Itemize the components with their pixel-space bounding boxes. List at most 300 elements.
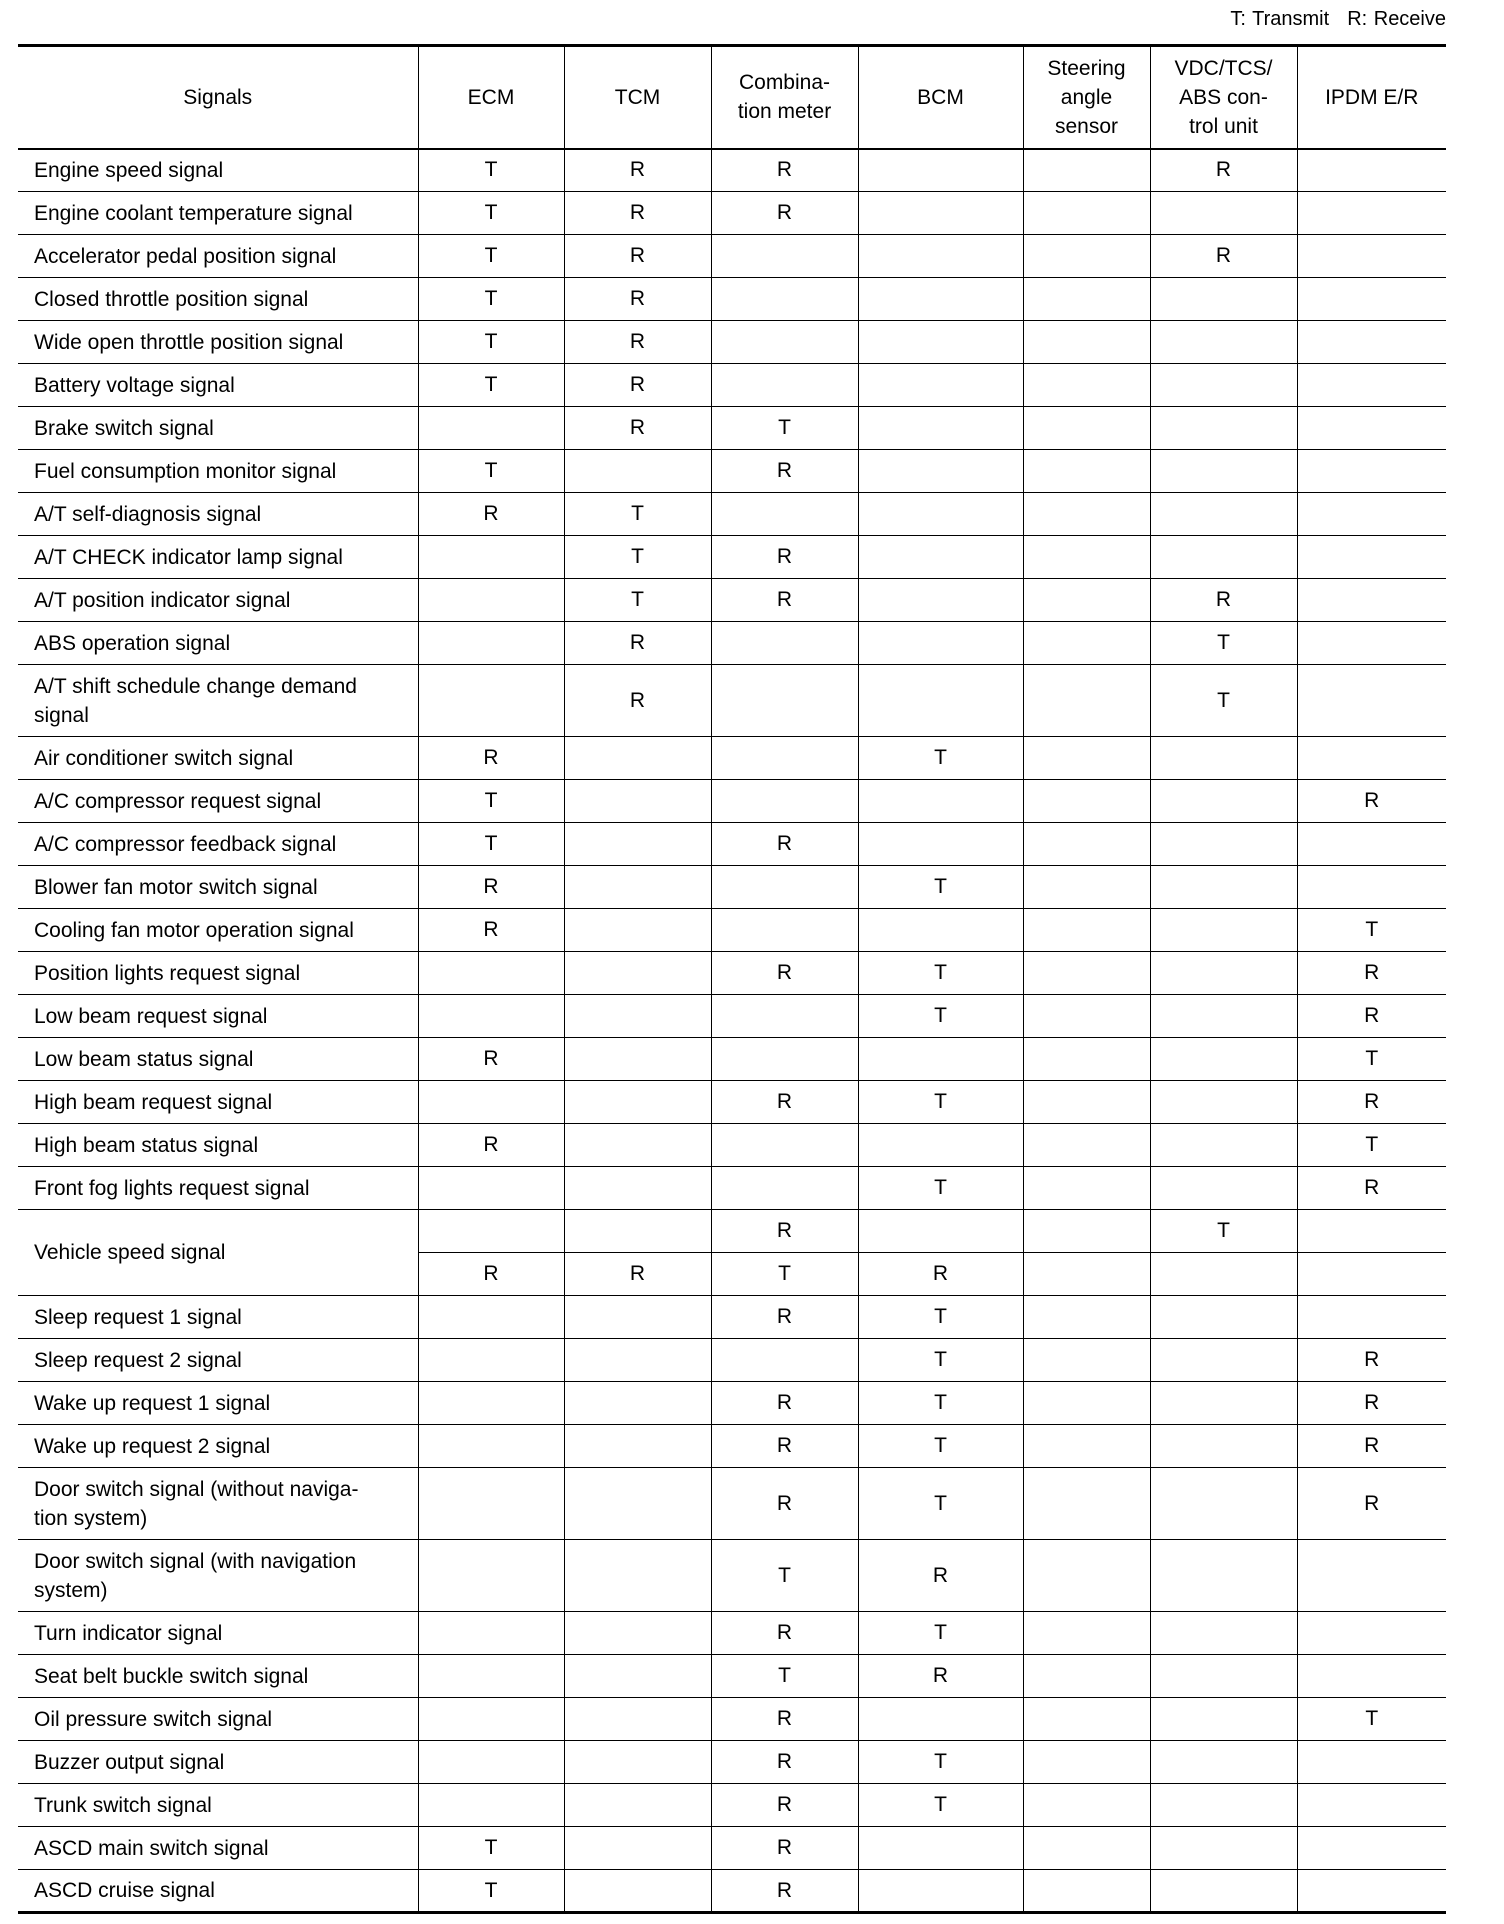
signal-cell: R <box>711 1081 858 1124</box>
signal-name: Door switch signal (without naviga- tion system) <box>18 1468 418 1540</box>
signal-cell: T <box>711 407 858 450</box>
signal-cell <box>1150 737 1297 780</box>
signal-cell: T <box>858 1741 1023 1784</box>
signal-cell: R <box>564 235 711 278</box>
signal-cell <box>1150 1741 1297 1784</box>
signal-cell: R <box>1150 579 1297 622</box>
signal-cell: R <box>564 192 711 235</box>
signal-cell <box>1023 737 1150 780</box>
signal-name: Seat belt buckle switch signal <box>18 1655 418 1698</box>
signal-cell <box>564 909 711 952</box>
signal-cell <box>1297 1870 1446 1913</box>
signal-cell: T <box>858 952 1023 995</box>
signal-cell: R <box>564 407 711 450</box>
signal-cell <box>1023 1870 1150 1913</box>
signal-cell <box>1150 1339 1297 1382</box>
table-row <box>18 192 1446 235</box>
signal-cell <box>858 1870 1023 1913</box>
signal-name: Battery voltage signal <box>18 364 418 407</box>
table-row <box>18 536 1446 579</box>
signal-cell <box>1023 622 1150 665</box>
signal-cell: T <box>418 823 564 866</box>
signal-cell <box>418 1210 564 1253</box>
signal-cell: R <box>858 1540 1023 1612</box>
signal-cell <box>1023 364 1150 407</box>
signal-cell <box>1297 1741 1446 1784</box>
signal-cell <box>1023 579 1150 622</box>
signal-cell: T <box>711 1253 858 1296</box>
signal-cell <box>418 1612 564 1655</box>
signal-name: A/T position indicator signal <box>18 579 418 622</box>
signal-cell <box>711 1167 858 1210</box>
signal-cell <box>564 1124 711 1167</box>
signal-cell <box>1297 737 1446 780</box>
signal-cell: R <box>1297 1081 1446 1124</box>
signal-cell: R <box>418 909 564 952</box>
signal-name: Position lights request signal <box>18 952 418 995</box>
signal-cell <box>1297 1540 1446 1612</box>
signal-name: Door switch signal (with navigation system) <box>18 1540 418 1612</box>
signal-cell <box>1297 1655 1446 1698</box>
signal-cell: R <box>418 866 564 909</box>
signal-cell: R <box>564 364 711 407</box>
signal-cell: R <box>1297 780 1446 823</box>
signal-cell <box>1297 622 1446 665</box>
signal-cell: R <box>1297 1167 1446 1210</box>
table-row <box>18 823 1446 866</box>
signal-cell <box>1150 493 1297 536</box>
signal-cell: R <box>418 1038 564 1081</box>
table-row <box>18 493 1446 536</box>
signal-cell: T <box>1297 909 1446 952</box>
signal-name: Air conditioner switch signal <box>18 737 418 780</box>
signal-cell: R <box>711 1827 858 1870</box>
signal-name: Engine speed signal <box>18 149 418 192</box>
signal-cell <box>1023 407 1150 450</box>
signal-cell <box>858 1124 1023 1167</box>
signal-cell <box>564 1612 711 1655</box>
signal-cell <box>1150 1382 1297 1425</box>
signal-cell: T <box>858 1425 1023 1468</box>
table-row <box>18 1339 1446 1382</box>
signal-cell: R <box>1297 1382 1446 1425</box>
table-row <box>18 1870 1446 1913</box>
table-row <box>18 1038 1446 1081</box>
table-row <box>18 1655 1446 1698</box>
signal-cell <box>1297 1210 1446 1253</box>
signal-cell <box>564 1296 711 1339</box>
signal-cell <box>711 1339 858 1382</box>
signal-cell <box>1150 1612 1297 1655</box>
signal-cell: R <box>711 823 858 866</box>
signal-cell <box>1023 1468 1150 1540</box>
signal-cell: R <box>711 1698 858 1741</box>
signal-cell <box>711 321 858 364</box>
table-row <box>18 1296 1446 1339</box>
signal-cell: R <box>418 493 564 536</box>
signal-cell <box>1023 536 1150 579</box>
signal-cell <box>1150 823 1297 866</box>
signal-cell <box>418 1698 564 1741</box>
signal-cell <box>858 235 1023 278</box>
column-header: Combina- tion meter <box>711 46 858 149</box>
signal-cell <box>1023 1038 1150 1081</box>
table-row <box>18 1081 1446 1124</box>
signal-cell <box>711 278 858 321</box>
signal-cell: R <box>711 1612 858 1655</box>
signal-cell <box>1297 1612 1446 1655</box>
signal-cell <box>1023 1540 1150 1612</box>
signal-cell: R <box>711 952 858 995</box>
signal-cell <box>1297 665 1446 737</box>
table-row <box>18 622 1446 665</box>
signal-name: Closed throttle position signal <box>18 278 418 321</box>
table-row <box>18 1167 1446 1210</box>
signal-cell: R <box>1150 235 1297 278</box>
signal-name: Low beam status signal <box>18 1038 418 1081</box>
signal-cell <box>858 665 1023 737</box>
signal-cell <box>564 1655 711 1698</box>
table-row <box>18 1124 1446 1167</box>
signal-cell: R <box>711 149 858 192</box>
signal-name: Trunk switch signal <box>18 1784 418 1827</box>
column-header: TCM <box>564 46 711 149</box>
legend-receive: R: Receive <box>1347 8 1446 30</box>
table-row <box>18 952 1446 995</box>
legend <box>1230 8 1446 31</box>
table-row <box>18 909 1446 952</box>
column-header: BCM <box>858 46 1023 149</box>
signal-cell: R <box>1297 995 1446 1038</box>
signal-cell <box>1150 536 1297 579</box>
signal-cell: T <box>418 321 564 364</box>
signal-cell: T <box>711 1540 858 1612</box>
column-header: IPDM E/R <box>1297 46 1446 149</box>
signal-cell <box>1297 321 1446 364</box>
signal-cell <box>1150 321 1297 364</box>
table-row <box>18 1827 1446 1870</box>
signal-cell: T <box>418 450 564 493</box>
signal-cell <box>1023 1210 1150 1253</box>
signal-cell <box>1023 1253 1150 1296</box>
signal-cell <box>418 536 564 579</box>
signal-cell: T <box>1150 1210 1297 1253</box>
signal-name: Brake switch signal <box>18 407 418 450</box>
signal-cell: R <box>564 278 711 321</box>
signal-cell: T <box>418 780 564 823</box>
signal-cell <box>858 321 1023 364</box>
signal-cell <box>564 1784 711 1827</box>
signal-cell <box>1023 278 1150 321</box>
signal-cell <box>858 407 1023 450</box>
signal-cell: T <box>564 579 711 622</box>
signal-cell <box>564 995 711 1038</box>
signal-cell <box>564 1870 711 1913</box>
signal-cell <box>418 1382 564 1425</box>
signal-cell <box>711 1124 858 1167</box>
table-row <box>18 1210 1446 1253</box>
signal-cell: R <box>418 1124 564 1167</box>
signal-cell: R <box>564 622 711 665</box>
signal-cell <box>1297 407 1446 450</box>
signal-cell: T <box>1150 622 1297 665</box>
signal-cell <box>711 665 858 737</box>
signal-cell: T <box>418 1870 564 1913</box>
signal-cell <box>1297 278 1446 321</box>
signal-cell <box>1297 450 1446 493</box>
table-row <box>18 278 1446 321</box>
signal-name: Vehicle speed signal <box>18 1210 418 1296</box>
signal-cell <box>1150 1038 1297 1081</box>
signal-cell <box>1023 192 1150 235</box>
signal-cell <box>564 1827 711 1870</box>
signal-cell <box>858 278 1023 321</box>
signal-cell: T <box>418 1827 564 1870</box>
signal-cell: T <box>418 149 564 192</box>
signal-cell: R <box>564 665 711 737</box>
signal-cell: R <box>711 1382 858 1425</box>
signal-cell <box>1023 235 1150 278</box>
signal-cell <box>1023 1655 1150 1698</box>
signal-cell <box>858 622 1023 665</box>
signal-cell: T <box>418 192 564 235</box>
signal-name: Low beam request signal <box>18 995 418 1038</box>
signal-cell <box>1023 450 1150 493</box>
signal-name: A/C compressor feedback signal <box>18 823 418 866</box>
signal-cell: R <box>711 1784 858 1827</box>
signal-cell <box>1023 665 1150 737</box>
signal-cell <box>711 780 858 823</box>
table-row <box>18 866 1446 909</box>
table-row <box>18 780 1446 823</box>
signal-cell <box>418 622 564 665</box>
signal-cell <box>858 1038 1023 1081</box>
signal-cell: T <box>418 278 564 321</box>
table-row <box>18 407 1446 450</box>
signal-cell <box>1023 1698 1150 1741</box>
signal-cell <box>418 1655 564 1698</box>
signal-cell: T <box>858 1339 1023 1382</box>
signal-cell <box>1023 321 1150 364</box>
signal-cell: T <box>1297 1038 1446 1081</box>
signal-cell <box>1150 1698 1297 1741</box>
signal-cell <box>1023 149 1150 192</box>
signal-cell: R <box>711 192 858 235</box>
signal-cell <box>1297 1296 1446 1339</box>
signal-cell <box>564 1425 711 1468</box>
signal-cell <box>1150 909 1297 952</box>
signal-cell <box>711 622 858 665</box>
signal-name: Engine coolant temperature signal <box>18 192 418 235</box>
signal-cell: T <box>1297 1124 1446 1167</box>
signal-cell: R <box>564 1253 711 1296</box>
signal-cell <box>564 1698 711 1741</box>
signal-cell <box>858 1698 1023 1741</box>
signal-cell <box>564 450 711 493</box>
table-row <box>18 1468 1446 1540</box>
signal-cell <box>418 1425 564 1468</box>
signal-name: Accelerator pedal position signal <box>18 235 418 278</box>
signal-cell: T <box>858 1296 1023 1339</box>
signal-name: A/T self-diagnosis signal <box>18 493 418 536</box>
signal-name: Fuel consumption monitor signal <box>18 450 418 493</box>
signal-cell <box>711 235 858 278</box>
signal-cell: R <box>1297 952 1446 995</box>
signal-cell <box>564 1540 711 1612</box>
signal-cell <box>564 1339 711 1382</box>
signal-cell: T <box>1150 665 1297 737</box>
signal-cell <box>1150 1540 1297 1612</box>
table-row <box>18 450 1446 493</box>
signal-cell <box>711 866 858 909</box>
signal-cell <box>711 364 858 407</box>
signal-cell: T <box>858 1382 1023 1425</box>
signal-cell <box>564 823 711 866</box>
signal-cell: R <box>711 450 858 493</box>
table-row <box>18 235 1446 278</box>
signal-table <box>18 44 1446 1914</box>
signal-name: A/T shift schedule change demand signal <box>18 665 418 737</box>
signal-name: Buzzer output signal <box>18 1741 418 1784</box>
signal-cell <box>1023 1741 1150 1784</box>
signal-cell <box>418 1468 564 1540</box>
signal-cell <box>1150 995 1297 1038</box>
signal-cell <box>858 364 1023 407</box>
signal-name: A/C compressor request signal <box>18 780 418 823</box>
signal-cell: T <box>564 536 711 579</box>
table-body <box>18 149 1446 1913</box>
legend-transmit: T: Transmit <box>1230 8 1330 30</box>
signal-cell <box>858 450 1023 493</box>
signal-cell <box>418 1741 564 1784</box>
signal-cell <box>1297 579 1446 622</box>
signal-cell <box>1023 866 1150 909</box>
signal-cell: T <box>1297 1698 1446 1741</box>
signal-name: ASCD main switch signal <box>18 1827 418 1870</box>
table-row <box>18 364 1446 407</box>
signal-cell: T <box>858 1612 1023 1655</box>
signal-cell: T <box>858 866 1023 909</box>
signal-cell <box>1150 192 1297 235</box>
signal-cell: R <box>418 737 564 780</box>
signal-cell: R <box>418 1253 564 1296</box>
signal-cell: R <box>1297 1425 1446 1468</box>
signal-cell: R <box>564 149 711 192</box>
column-header: ECM <box>418 46 564 149</box>
signal-cell <box>418 1540 564 1612</box>
signal-cell <box>1150 952 1297 995</box>
signal-name: Blower fan motor switch signal <box>18 866 418 909</box>
signal-cell <box>711 909 858 952</box>
table-row <box>18 665 1446 737</box>
signal-name: Front fog lights request signal <box>18 1167 418 1210</box>
signal-name: ABS operation signal <box>18 622 418 665</box>
signal-cell <box>564 952 711 995</box>
signal-cell <box>564 1167 711 1210</box>
signal-cell <box>564 866 711 909</box>
table-row <box>18 321 1446 364</box>
signal-name: Wake up request 2 signal <box>18 1425 418 1468</box>
signal-cell <box>1150 780 1297 823</box>
signal-cell <box>858 192 1023 235</box>
signal-cell <box>1023 1296 1150 1339</box>
signal-cell <box>1023 1081 1150 1124</box>
signal-name: Wake up request 1 signal <box>18 1382 418 1425</box>
signal-cell <box>564 737 711 780</box>
table-row <box>18 579 1446 622</box>
column-header: Signals <box>18 46 418 149</box>
signal-cell: T <box>858 1167 1023 1210</box>
signal-cell <box>418 952 564 995</box>
signal-cell <box>1023 1167 1150 1210</box>
table-row <box>18 1382 1446 1425</box>
signal-cell <box>1150 1081 1297 1124</box>
signal-cell <box>1023 1339 1150 1382</box>
signal-cell <box>711 995 858 1038</box>
signal-cell <box>1023 952 1150 995</box>
signal-cell <box>858 149 1023 192</box>
table-row <box>18 1612 1446 1655</box>
signal-cell: T <box>711 1655 858 1698</box>
table-row <box>18 1425 1446 1468</box>
signal-cell <box>564 1081 711 1124</box>
signal-cell <box>418 1081 564 1124</box>
signal-name: Sleep request 2 signal <box>18 1339 418 1382</box>
signal-cell <box>1150 866 1297 909</box>
signal-cell <box>1023 909 1150 952</box>
signal-cell: R <box>711 1741 858 1784</box>
signal-cell <box>858 1827 1023 1870</box>
signal-cell <box>564 1038 711 1081</box>
signal-cell <box>1297 1784 1446 1827</box>
signal-cell <box>1297 235 1446 278</box>
signal-cell <box>1297 536 1446 579</box>
signal-cell: R <box>1297 1339 1446 1382</box>
signal-cell <box>1023 823 1150 866</box>
signal-cell <box>1023 1827 1150 1870</box>
signal-cell <box>1150 278 1297 321</box>
signal-cell: R <box>858 1253 1023 1296</box>
table-row <box>18 737 1446 780</box>
signal-cell <box>418 579 564 622</box>
signal-cell <box>564 1741 711 1784</box>
signal-cell <box>1150 1167 1297 1210</box>
signal-cell <box>1297 364 1446 407</box>
table-row <box>18 1784 1446 1827</box>
table-row <box>18 1741 1446 1784</box>
signal-cell <box>1297 866 1446 909</box>
signal-cell <box>1023 780 1150 823</box>
signal-cell <box>1023 1124 1150 1167</box>
signal-cell <box>711 737 858 780</box>
signal-name: Sleep request 1 signal <box>18 1296 418 1339</box>
signal-cell <box>1023 493 1150 536</box>
signal-cell <box>1150 1468 1297 1540</box>
signal-cell <box>1150 1253 1297 1296</box>
signal-cell <box>1297 1253 1446 1296</box>
signal-cell <box>564 780 711 823</box>
signal-cell: R <box>711 1870 858 1913</box>
signal-cell <box>858 823 1023 866</box>
signal-cell <box>418 995 564 1038</box>
signal-name: A/T CHECK indicator lamp signal <box>18 536 418 579</box>
signal-cell <box>1150 1870 1297 1913</box>
signal-cell: R <box>858 1655 1023 1698</box>
signal-cell: R <box>564 321 711 364</box>
signal-cell <box>711 493 858 536</box>
table-row <box>18 149 1446 192</box>
signal-cell <box>1023 1612 1150 1655</box>
